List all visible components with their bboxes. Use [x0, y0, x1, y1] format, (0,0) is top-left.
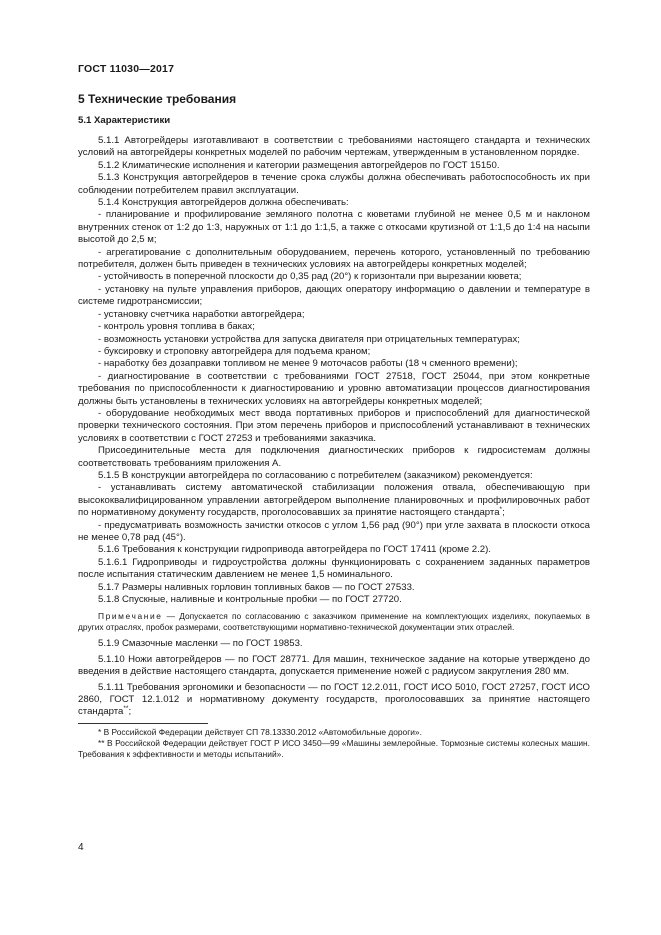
paragraph-5-1-10: 5.1.10 Ножи автогрейдеров — по ГОСТ 28771. Для машин, техническое задание на которые утверждено до введения в действие настоящего стандарта, допускается применение ножей с радиусом закругления 280 мм. — [78, 653, 590, 678]
list-item: - оборудование необходимых мест ввода портативных приборов и приспособлений для диагностической проверки технического состояния. При этом перечень приборов и приспособлений устанавливают в технических условиях в соответствии с ГОСТ 27253 и требованиями заказчика. — [78, 407, 590, 444]
paragraph-5-1-7: 5.1.7 Размеры наливных горловин топливных баков — по ГОСТ 27533. — [98, 581, 415, 593]
paragraph-5-1-9: 5.1.9 Смазочные масленки — по ГОСТ 19853. — [98, 638, 303, 650]
list-item: - планирование и профилирование земляного полотна с кюветами глубиной не менее 0,5 м и наклоном внутренних стенок от 1:2 до 1:3, наружных от 1:1 до 1:1,5, а также с откосами крутизной от 1:1,5 до 1:4 на насыпи высотой до 2,5 м; — [78, 209, 590, 246]
section-title: 5 Технические требования — [78, 92, 237, 106]
list-item: - возможность установки устройства для запуска двигателя при отрицательных температурах; — [98, 333, 520, 345]
page-number: 4 — [78, 842, 84, 853]
paragraph-text: 5.1.11 Требования эргономики и безопасности — по ГОСТ 12.2.011, ГОСТ ИСО 5010, ГОСТ 27257, ГОСТ ИСО 2860, ГОСТ 12.1.012 и нормативному документу государств, проголосовавших за принятие настоящего стандарта — [78, 681, 590, 718]
footnote-ref: * — [499, 506, 503, 513]
paragraph-5-1-1: 5.1.1 Автогрейдеры изготавливают в соответствии с требованиями настоящего стандарта и технических условий на автогрейдеры конкретных моделей по рабочим чертежам, утвержденным в установленном порядке. — [78, 135, 590, 159]
document-code-header: ГОСТ 11030—2017 — [78, 63, 175, 75]
list-item-end: ; — [502, 507, 505, 519]
footnote-2: ** В Российской Федерации действует ГОСТ Р ИСО 3450—99 «Машины землеройные. Тормозные системы колесных машин. Требования к эффективности и методы испытаний». — [78, 737, 590, 759]
footnote-divider — [78, 723, 208, 724]
subsection-title: 5.1 Характеристики — [78, 115, 171, 126]
list-item: - предусматривать возможность зачистки откосов с углом 1,56 рад (90°) при угле захвата в плоскости откоса не менее 0,78 рад (45°). — [78, 519, 590, 543]
list-item: - наработку без дозаправки топливом не менее 9 моточасов работы (18 ч сменного времени); — [98, 358, 518, 370]
list-item: - агрегатирование с дополнительным оборудованием, перечень которого, установленный по требованию потребителя, должен быть приведен в технических условиях на автогрейдеры конкретных моделей; — [78, 246, 590, 271]
note-text: — Допускается по согласованию с заказчиком применение на комплектующих изделиях, покупаемых в других отраслях, пробок размерами, соответствующими нормативно-технической документации этих отраслей. — [78, 611, 590, 633]
paragraph-5-1-11 — [78, 682, 590, 719]
paragraph-5-1-6-1: 5.1.6.1 Гидроприводы и гидроустройства должны функционировать с сохранением заданных параметров после испытания статическим давлением не менее 1,5 номинального. — [78, 556, 590, 581]
list-item: - контроль уровня топлива в баках; — [98, 321, 255, 333]
paragraph-5-1-4: 5.1.4 Конструкция автогрейдеров должна обеспечивать: — [98, 197, 349, 209]
page-content — [78, 92, 590, 760]
paragraph-5-1-3: 5.1.3 Конструкция автогрейдеров в течение срока службы должна обеспечивать работоспособность их при соблюдении потребителем правил эксплуатации. — [78, 172, 590, 196]
list-item: - буксировку и строповку автогрейдера для подъема краном; — [98, 345, 371, 357]
list-item — [78, 482, 590, 519]
list-item: - устойчивость в поперечной плоскости до 0,35 рад (20°) к горизонтали при вырезании кювета; — [98, 271, 522, 283]
paragraph-5-1-6: 5.1.6 Требования к конструкции гидропривода автогрейдера по ГОСТ 17411 (кроме 2.2). — [98, 544, 491, 556]
paragraph-5-1-8: 5.1.8 Спускные, наливные и контрольные пробки — по ГОСТ 27720. — [98, 594, 402, 606]
list-item: - диагностирование в соответствии с требованиями ГОСТ 27518, ГОСТ 25044, при этом конкретные требования по приспособленности к диагностированию и уровню автоматизации процессов диагностирования должны быть установлены в технических условиях на автогрейдеры конкретных моделей; — [78, 370, 590, 407]
list-item-text: - устанавливать систему автоматической стабилизации положения отвала, обеспечивающую при высококвалифицированном управлении автогрейдером выполнение планировочных и профилировочных работ по нормативному документу государств, проголосовавших за принятие настоящего стандарта — [78, 482, 590, 519]
footnote-1: * В Российской Федерации действует СП 78.13330.2012 «Автомобильные дороги». — [98, 726, 422, 737]
paragraph-end: ; — [128, 706, 132, 718]
list-item: - установку на пульте управления приборов, дающих оператору информацию о давлении и температуре в системе гидротрансмиссии; — [78, 283, 590, 308]
footnote-ref: ** — [123, 705, 129, 713]
paragraph-connection-points: Присоединительные места для подключения диагностических приборов к гидросистемам должны соответствовать требованиям приложения А. — [78, 445, 590, 469]
paragraph-5-1-5: 5.1.5 В конструкции автогрейдера по согласованию с потребителем (заказчиком) рекомендуется: — [98, 469, 533, 481]
list-item: - установку счетчика наработки автогрейдера; — [98, 308, 305, 320]
note-label: Примечание — [98, 611, 163, 622]
paragraph-5-1-2: 5.1.2 Климатические исполнения и категории размещения автогрейдеров по ГОСТ 15150. — [98, 159, 500, 171]
note — [78, 611, 590, 633]
